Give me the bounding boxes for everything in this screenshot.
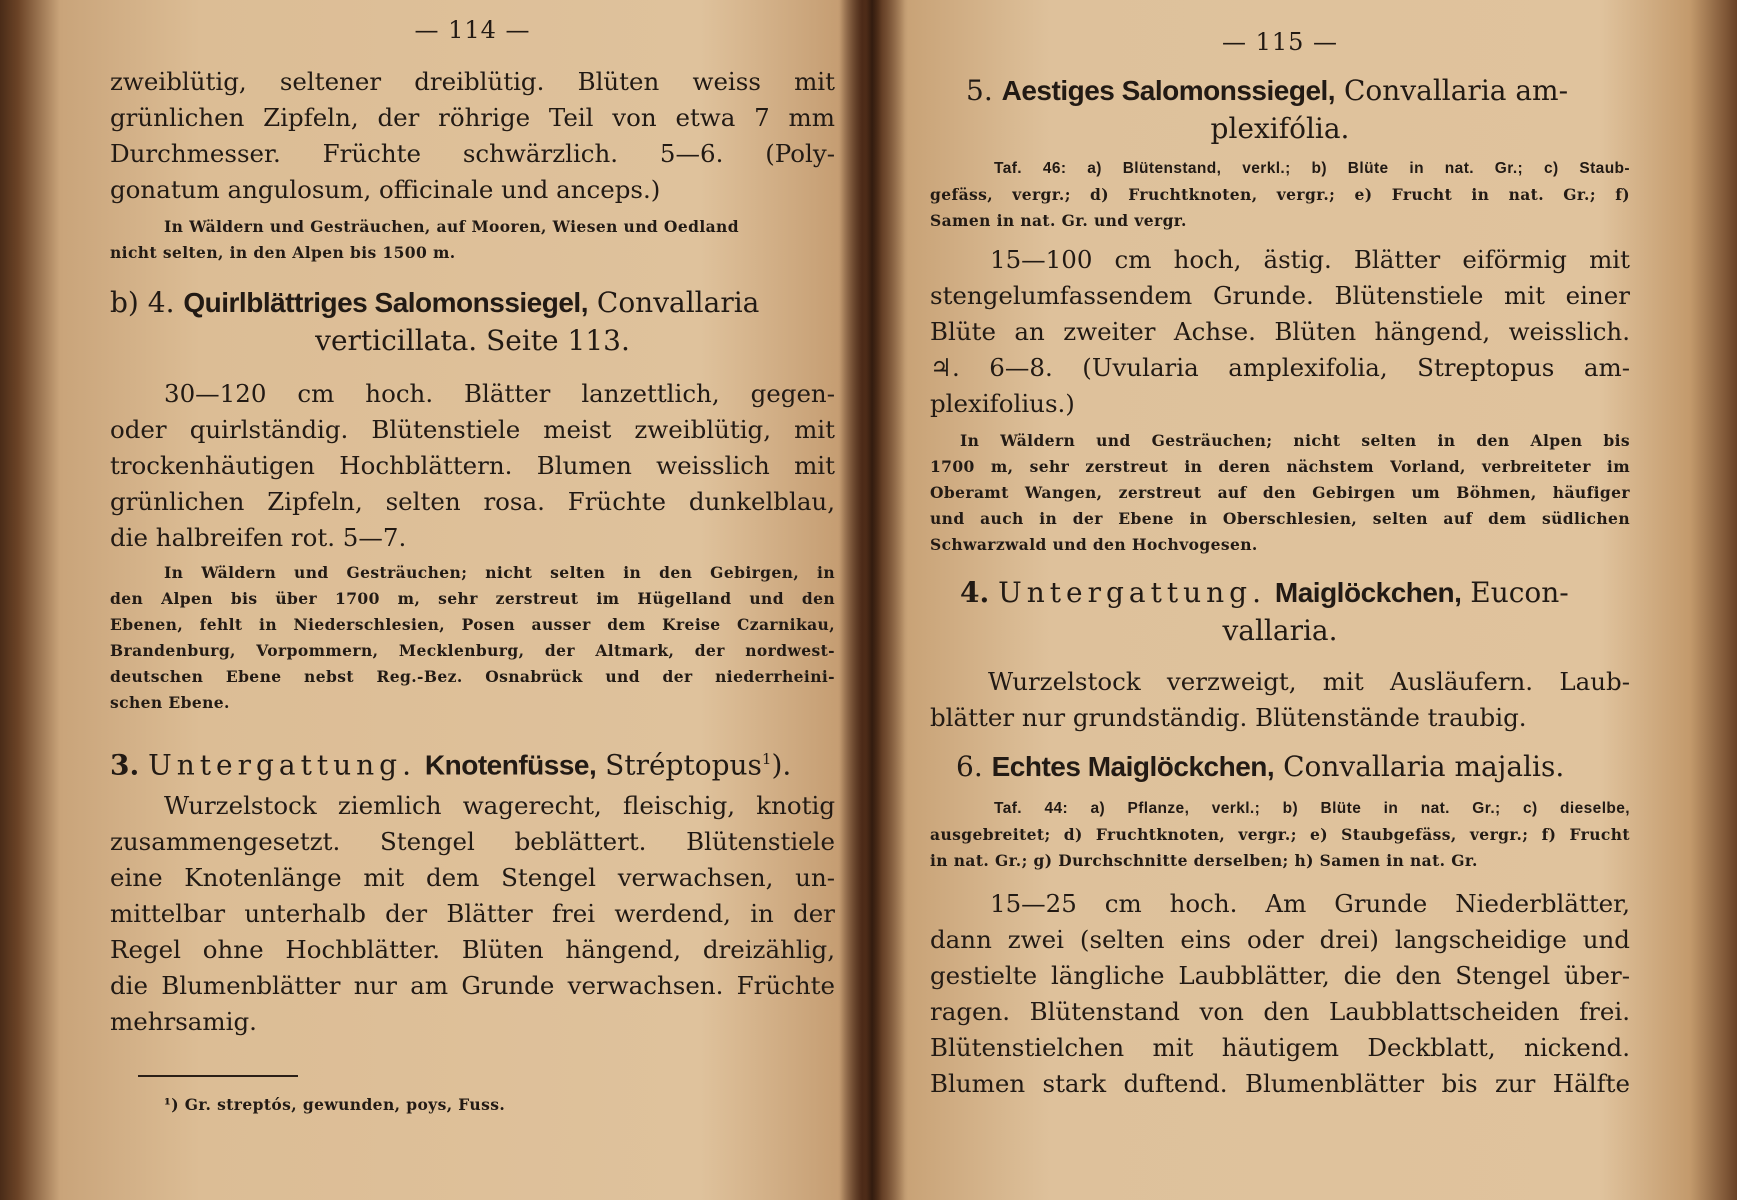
species-number: 5. <box>966 74 993 107</box>
text-line: ♃. 6—8. (Uvularia amplexifolia, Streptopus am- <box>930 353 1630 382</box>
subgenus-name: Maiglöckchen, <box>1274 577 1462 608</box>
text-line: Blütenstielchen mit häutigem Deckblatt, nickend. <box>930 1033 1630 1062</box>
text-line: Durchmesser. Früchte schwärzlich. 5—6. (Poly- <box>110 139 835 168</box>
text-line: 15—25 cm hoch. Am Grunde Niederblätter, <box>990 889 1630 918</box>
species-prefix: b) 4. <box>110 286 175 319</box>
heading-line <box>930 72 1630 110</box>
subgenus-heading-3 <box>110 740 835 784</box>
text-line: gonatum angulosum, officinale und anceps.) <box>110 175 661 204</box>
species-latin: Convallaria am- <box>1344 74 1569 107</box>
species-latin: Convallaria <box>596 286 760 319</box>
text-line: und auch in der Ebene in Oberschlesien, selten auf dem südlichen <box>930 509 1630 528</box>
heading-close: ). <box>771 748 792 782</box>
text-line: oder quirlständig. Blütenstiele meist zweiblütig, mit <box>110 415 835 444</box>
text-line: Samen in nat. Gr. und vergr. <box>930 211 1187 230</box>
text-line: In Wäldern und Gesträuchen; nicht selten in den Alpen bis <box>960 431 1630 450</box>
species-number: 6. <box>956 750 983 783</box>
page-number: — 115 — <box>1221 28 1339 56</box>
footnote: ¹) Gr. streptós, gewunden, poys, Fuss. <box>164 1095 506 1114</box>
text-line: gefäss, vergr.; d) Fruchtknoten, vergr.; e) Frucht in nat. Gr.; f) <box>930 185 1630 204</box>
text-line: 15—100 cm hoch, ästig. Blätter eiförmig mit <box>990 245 1630 274</box>
text-line: blätter nur grundständig. Blütenstände traubig. <box>930 703 1527 732</box>
heading-line: plexifólia. <box>1210 112 1350 145</box>
text-line: Taf. 46: a) Blütenstand, verkl.; b) Blüte in nat. Gr.; c) Staub- <box>994 160 1630 177</box>
species-name: Echtes Maiglöckchen, <box>991 751 1275 782</box>
species-heading-4 <box>110 284 835 360</box>
text-line: deutschen Ebene nebst Reg.-Bez. Osnabrück und der niederrheini- <box>110 667 835 686</box>
text-line: ausgebreitet; d) Fruchtknoten, vergr.; e) Staubgefäss, vergr.; f) Frucht <box>930 825 1630 844</box>
habitat-note <box>110 560 835 716</box>
subgenus-number: 3. <box>110 748 140 782</box>
text-line: eine Knotenlänge mit dem Stengel verwachsen, un- <box>110 863 835 892</box>
species-description <box>930 886 1630 1102</box>
subgenus-name: Knotenfüsse, <box>424 749 597 781</box>
text-line: Wurzelstock verzweigt, mit Ausläufern. Laub- <box>988 667 1630 696</box>
plate-reference <box>930 156 1630 234</box>
habitat-note <box>930 428 1630 558</box>
subgenus-heading-4 <box>930 574 1630 650</box>
species-description <box>110 376 835 556</box>
subgenus-number: 4. <box>960 576 990 609</box>
intro-paragraph <box>110 64 835 208</box>
heading-line <box>930 748 1630 786</box>
text-line: In Wäldern und Gesträuchen; nicht selten in den Gebirgen, in <box>164 563 835 582</box>
text-line: die halbreifen rot. 5—7. <box>110 523 407 552</box>
subgenus-latin: Stréptopus <box>605 748 762 782</box>
subgenus-label: Untergattung. <box>148 748 416 782</box>
species-name: Quirlblättriges Salomonssiegel, <box>183 287 588 318</box>
text-line: plexifolius.) <box>930 389 1075 418</box>
species-heading-6 <box>930 748 1630 786</box>
heading-line <box>110 740 835 784</box>
species-description <box>930 242 1630 422</box>
page-number: — 114 — <box>414 16 531 44</box>
habitat-note <box>110 214 835 266</box>
text-line: mittelbar unterhalb der Blätter frei werdend, in der <box>110 899 835 928</box>
text-line: Schwarzwald und den Hochvogesen. <box>930 535 1258 554</box>
text-line: Ebenen, fehlt in Niederschlesien, Posen ausser dem Kreise Czarnikau, <box>110 615 835 634</box>
text-line: grünlichen Zipfeln, selten rosa. Früchte dunkelblau, <box>110 487 835 516</box>
heading-line: verticillata. Seite 113. <box>315 324 630 357</box>
species-latin: Convallaria majalis. <box>1283 750 1565 783</box>
footnote-marker: 1 <box>761 750 772 768</box>
text-line: den Alpen bis über 1700 m, sehr zerstreut im Hügelland und den <box>110 589 835 608</box>
text-line: nicht selten, in den Alpen bis 1500 m. <box>110 243 456 262</box>
species-heading-5 <box>930 72 1630 148</box>
text-line: Wurzelstock ziemlich wagerecht, fleischig, knotig <box>164 791 835 820</box>
text-line: Oberamt Wangen, zerstreut auf den Gebirgen um Böhmen, häufiger <box>930 483 1630 502</box>
subgenus-description <box>110 788 835 1040</box>
text-line: In Wäldern und Gesträuchen, auf Mooren, Wiesen und Oedland <box>164 217 739 236</box>
text-line: Blüte an zweiter Achse. Blüten hängend, weisslich. <box>930 317 1630 346</box>
subgenus-latin: Eucon- <box>1470 576 1569 609</box>
text-line: Regel ohne Hochblätter. Blüten hängend, dreizählig, <box>110 935 835 964</box>
text-line: 1700 m, sehr zerstreut in deren nächstem Vorland, verbreiteter im <box>930 457 1630 476</box>
text-line: dann zwei (selten eins oder drei) langscheidige und <box>930 925 1630 954</box>
page-114 <box>110 0 835 1200</box>
subgenus-label: Untergattung. <box>998 576 1266 609</box>
text-line: mehrsamig. <box>110 1007 257 1036</box>
species-name: Aestiges Salomonssiegel, <box>1001 75 1336 106</box>
text-line: ragen. Blütenstand von den Laubblattscheiden frei. <box>930 997 1630 1026</box>
text-line: schen Ebene. <box>110 693 230 712</box>
heading-line: vallaria. <box>1222 614 1338 647</box>
text-line: in nat. Gr.; g) Durchschnitte derselben; h) Samen in nat. Gr. <box>930 851 1478 870</box>
plate-reference <box>930 796 1630 874</box>
text-line: Taf. 44: a) Pflanze, verkl.; b) Blüte in nat. Gr.; c) dieselbe, <box>994 800 1630 817</box>
text-line: zweiblütig, seltener dreiblütig. Blüten weiss mit <box>110 67 835 96</box>
text-line: grünlichen Zipfeln, der röhrige Teil von etwa 7 mm <box>110 103 835 132</box>
text-line: gestielte längliche Laubblätter, die den Stengel über- <box>930 961 1630 990</box>
heading-line <box>930 574 1630 612</box>
text-line: trockenhäutigen Hochblättern. Blumen weisslich mit <box>110 451 835 480</box>
text-line: Blumen stark duftend. Blumenblätter bis zur Hälfte <box>930 1069 1630 1098</box>
heading-line <box>110 284 835 322</box>
text-line: 30—120 cm hoch. Blätter lanzettlich, gegen- <box>164 379 835 408</box>
text-line: zusammengesetzt. Stengel beblättert. Blütenstiele <box>110 827 835 856</box>
text-line: die Blumenblätter nur am Grunde verwachsen. Früchte <box>110 971 835 1000</box>
page-115 <box>930 0 1630 1200</box>
text-line: stengelumfassendem Grunde. Blütenstiele mit einer <box>930 281 1630 310</box>
book-gutter <box>838 0 908 1200</box>
text-line: Brandenburg, Vorpommern, Mecklenburg, der Altmark, der nordwest- <box>110 641 835 660</box>
footnote-rule <box>138 1075 298 1077</box>
subgenus-description <box>930 664 1630 736</box>
